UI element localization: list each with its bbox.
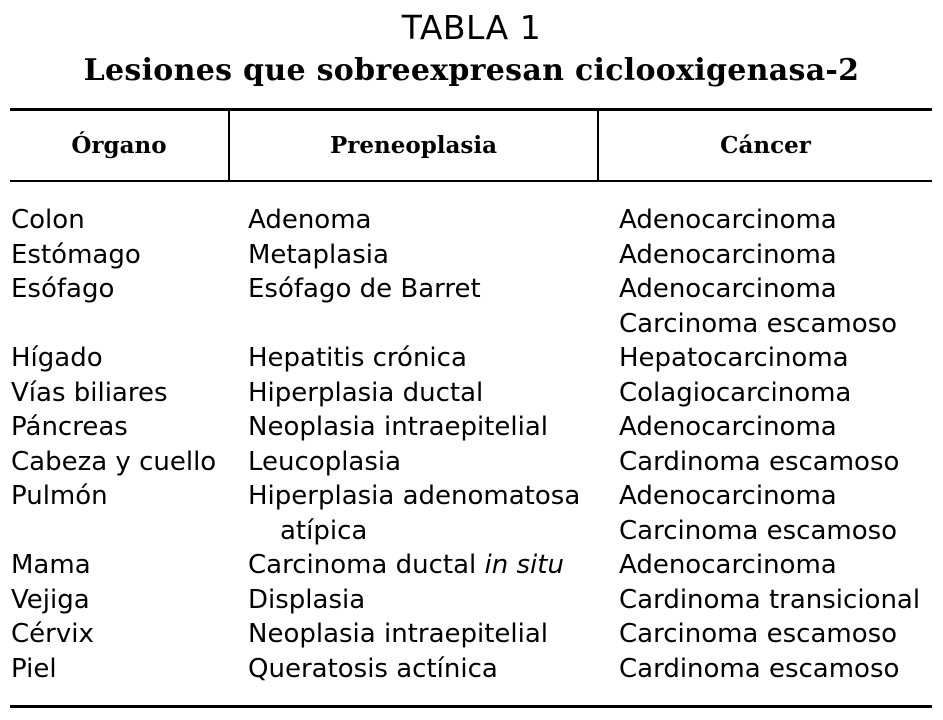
table-row [0, 272, 943, 341]
cell-organ: Piel [11, 653, 57, 684]
cell-organ: Vías biliares [11, 377, 168, 408]
cell-text-line: Hepatitis crónica [248, 343, 467, 373]
table-header-rule [10, 180, 932, 182]
cell-text-line: Cardinoma transicional [619, 584, 921, 615]
cell-cancer [619, 652, 899, 687]
cell-text-line: Hiperplasia adenomatosa [248, 481, 581, 511]
cell-organ: Hígado [11, 343, 103, 373]
table-bottom-rule [10, 705, 932, 708]
cell-preneoplasia [248, 583, 365, 618]
cell-cancer [619, 341, 849, 376]
table-row [0, 548, 943, 583]
table-body [0, 203, 943, 686]
table-row [0, 617, 943, 652]
cell-text-line: Adenoma [248, 205, 372, 235]
table-row [0, 410, 943, 445]
cell-cancer [619, 479, 897, 548]
table-row [0, 652, 943, 687]
emphasis-text: in situ [484, 550, 564, 580]
cell-text-line: atípica [280, 515, 368, 546]
cell-cancer [619, 583, 920, 618]
table-row [0, 203, 943, 238]
table-number-label: TABLA 1 [401, 8, 542, 47]
cell-text-line: Colagiocarcinoma [619, 377, 852, 408]
cell-text-line: Leucoplasia [248, 446, 402, 477]
cell-text-line: Adenocarcinoma [619, 550, 837, 580]
cell-preneoplasia [248, 445, 401, 480]
cell-organ: Cérvix [11, 619, 94, 649]
cell-text-line: Hepatocarcinoma [619, 343, 849, 373]
cell-text-line: Adenocarcinoma [619, 481, 837, 511]
cell-preneoplasia [248, 548, 564, 583]
cell-text-line: Carcinoma escamoso [619, 619, 898, 649]
cell-cancer [619, 272, 897, 341]
cell-text-line: Carcinoma ductal in situ [248, 550, 564, 580]
cell-organ: Mama [11, 550, 91, 580]
cell-text-line: Metaplasia [248, 239, 389, 270]
table-row [0, 238, 943, 273]
cell-preneoplasia [248, 341, 467, 376]
table-row [0, 479, 943, 548]
cell-text-line: Carcinoma escamoso [619, 515, 898, 546]
cell-preneoplasia [248, 203, 371, 238]
table-row [0, 376, 943, 411]
cell-organ: Colon [11, 205, 85, 235]
cell-text-line: Neoplasia intraepitelial [248, 619, 549, 649]
cell-cancer [619, 410, 837, 445]
cell-text-line: Hiperplasia ductal [248, 377, 484, 408]
cell-preneoplasia [248, 238, 389, 273]
cell-organ: Esófago [11, 274, 115, 304]
cell-preneoplasia [248, 479, 580, 548]
table-title: Lesiones que sobreexpresan ciclooxigenasa-2 [83, 53, 860, 88]
cell-text-line: Displasia [248, 584, 366, 615]
table-row [0, 445, 943, 480]
cell-cancer [619, 376, 851, 411]
column-header-preneoplasia: Preneoplasia [329, 132, 498, 159]
cell-cancer [619, 445, 899, 480]
cell-organ: Vejiga [11, 584, 90, 615]
column-header-cancer: Cáncer [720, 132, 811, 159]
cell-text-line: Adenocarcinoma [619, 239, 837, 270]
table-row [0, 341, 943, 376]
cell-preneoplasia [248, 617, 548, 652]
cell-text-line: Cardinoma escamoso [619, 653, 900, 684]
cell-cancer [619, 548, 837, 583]
cell-text-line: Adenocarcinoma [619, 205, 837, 235]
cell-organ: Cabeza y cuello [11, 446, 217, 477]
cell-cancer [619, 238, 837, 273]
cell-organ: Páncreas [11, 412, 128, 442]
cell-text-line: Queratosis actínica [248, 653, 498, 684]
cell-organ: Pulmón [11, 481, 108, 511]
cell-text-line: Neoplasia intraepitelial [248, 412, 549, 442]
cell-preneoplasia [248, 272, 481, 307]
cell-text-line: Cardinoma escamoso [619, 446, 900, 477]
column-header-organ: Órgano [71, 132, 167, 159]
cell-text-line: Adenocarcinoma [619, 412, 837, 442]
cell-cancer [619, 617, 897, 652]
cell-preneoplasia [248, 652, 498, 687]
cell-organ: Estómago [11, 239, 141, 270]
table-row [0, 583, 943, 618]
cell-text-line: Esófago de Barret [248, 274, 481, 304]
cell-preneoplasia [248, 376, 483, 411]
cell-cancer [619, 203, 837, 238]
cell-text-line: Adenocarcinoma [619, 274, 837, 304]
cell-preneoplasia [248, 410, 548, 445]
cell-text-line: Carcinoma escamoso [619, 308, 898, 339]
